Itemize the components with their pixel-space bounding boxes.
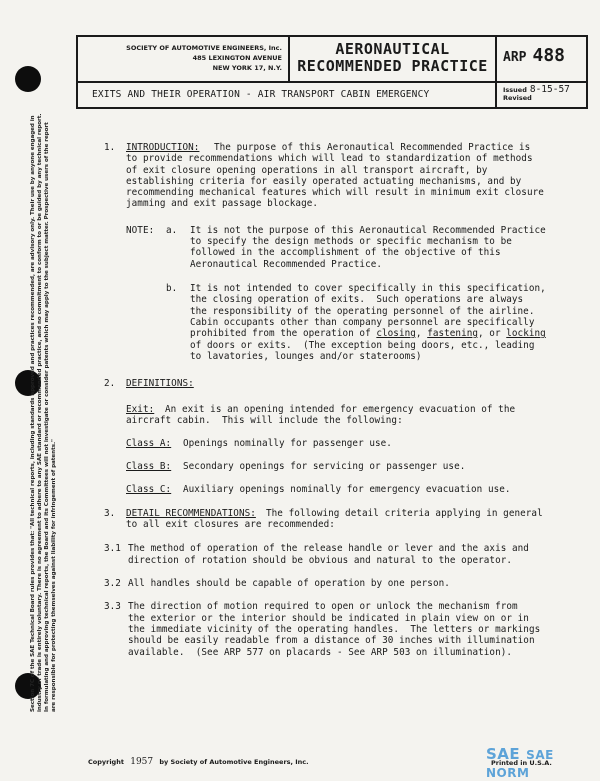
text-line: the responsibility of the operating personnel of the airline. [190,306,535,317]
text-line: to lavatories, lounges and/or staterooms) [190,351,422,362]
section-3-number: 3. [104,508,116,519]
section-1-heading: INTRODUCTION: [126,142,200,153]
text-line: recommending mechanical features which will result in minimum exit closure [126,187,544,198]
text-line: The method of operation of the release handle or lever and the axis and [128,543,529,554]
text-line: The following detail criteria applying in general [266,508,543,519]
text-line: should be easily readable from a distance of 30 inches with illumination [128,635,535,646]
section-2-heading: DEFINITIONS: [126,378,194,389]
text-line: available. (See ARP 577 on placards - See ARP 503 on illumination). [128,647,513,658]
subsection-3-1-number: 3.1 [104,543,121,554]
text-line: to all exit closures are recommended: [126,519,335,530]
sae-logo: SAE SAE NORM [486,745,554,780]
text-line: to provide recommendations which will lead to standardization of methods [126,153,533,164]
class-a-definition: Openings nominally for passenger use. [183,438,392,449]
document-header [76,35,588,109]
text-line: It is not the purpose of this Aeronautical Recommended Practice [190,225,546,236]
margin-disclaimer: Section 7C of the SAE Technical Board rules provides that: "All technical reports, including standards approved and practices recommended, are advisory only. Their use by anyone engaged in industry or trade is entirely voluntary. There is no agreement to adhere to any SAE standard or recommended practice, and no commitment to conform to or be guided by any technical report. In formulating and approving technical reports, the Board and its Committees will not investigate or consider patents which may apply to the subject matter. Prospective users of the report are responsible for protecting themselves against liability for infringement of patents." [30,113,57,712]
text-line: the closing operation of exits. Such operations are always [190,294,524,305]
class-c-term: Class C: [126,484,172,495]
class-a-term: Class A: [126,438,172,449]
text-line: The direction of motion required to open or unlock the mechanism from [128,601,518,612]
printed-in: Printed in U.S.A. [491,759,552,767]
document-title: AERONAUTICAL RECOMMENDED PRACTICE [290,37,497,83]
exit-term: Exit: [126,404,155,415]
section-2-number: 2. [104,378,116,389]
arp-number-box: ARP 488 [497,37,586,83]
text-line: followed in the accomplishment of the objective of this [190,247,501,258]
class-b-definition: Secondary openings for servicing or passenger use. [183,461,466,472]
note-a-marker: a. [166,225,178,236]
note-label: NOTE: [126,225,155,236]
text-line: Aeronautical Recommended Practice. [190,259,383,270]
society-address: SOCIETY OF AUTOMOTIVE ENGINEERS, Inc. 485 LEXINGTON AVENUE NEW YORK 17, N.Y. [78,37,290,83]
text-line: Cabin occupants other than company personnel are specifically [190,317,535,328]
text-line: direction of rotation should be obvious and natural to the operator. [128,555,513,566]
text-line: prohibited from the operation of closing, fastening, or locking [190,328,546,339]
issued-revised-box: Issued 8-15-57 Revised [503,84,570,102]
text-line: the immediate vicinity of the operating handles. The letters or markings [128,624,541,635]
subsection-3-3-number: 3.3 [104,601,121,612]
text-line: of exit closure opening operations in all transport aircraft, by [126,165,488,176]
text-line: establishing criteria for easily operated actuating mechanisms, and by [126,176,522,187]
class-b-term: Class B: [126,461,172,472]
text-line: jamming and exit passage blockage. [126,198,319,209]
text-line: An exit is an opening intended for emergency evacuation of the [165,404,516,415]
section-3-heading: DETAIL RECOMMENDATIONS: [126,508,256,519]
copyright-notice: Copyright 1957 by Society of Automotive Engineers, Inc. [88,757,309,767]
text-line: It is not intended to cover specifically in this specification, [190,283,546,294]
subsection-3-2-number: 3.2 [104,578,121,589]
document-subject: EXITS AND THEIR OPERATION - AIR TRANSPORT CABIN EMERGENCY [78,83,497,107]
punch-hole-top [15,66,41,92]
note-b-marker: b. [166,283,178,294]
text-line: All handles should be capable of operation by one person. [128,578,450,589]
text-line: aircraft cabin. This will include the following: [126,415,403,426]
text-line: The purpose of this Aeronautical Recommended Practice is [214,142,531,153]
section-1-number: 1. [104,142,116,153]
text-line: to specify the design methods or specific mechanism to be [190,236,512,247]
text-line: the exterior or the interior should be indicated in plain view on or in [128,613,529,624]
text-line: of doors or exits. (The exception being doors, etc., leading [190,340,535,351]
class-c-definition: Auxiliary openings nominally for emergency evacuation use. [183,484,511,495]
